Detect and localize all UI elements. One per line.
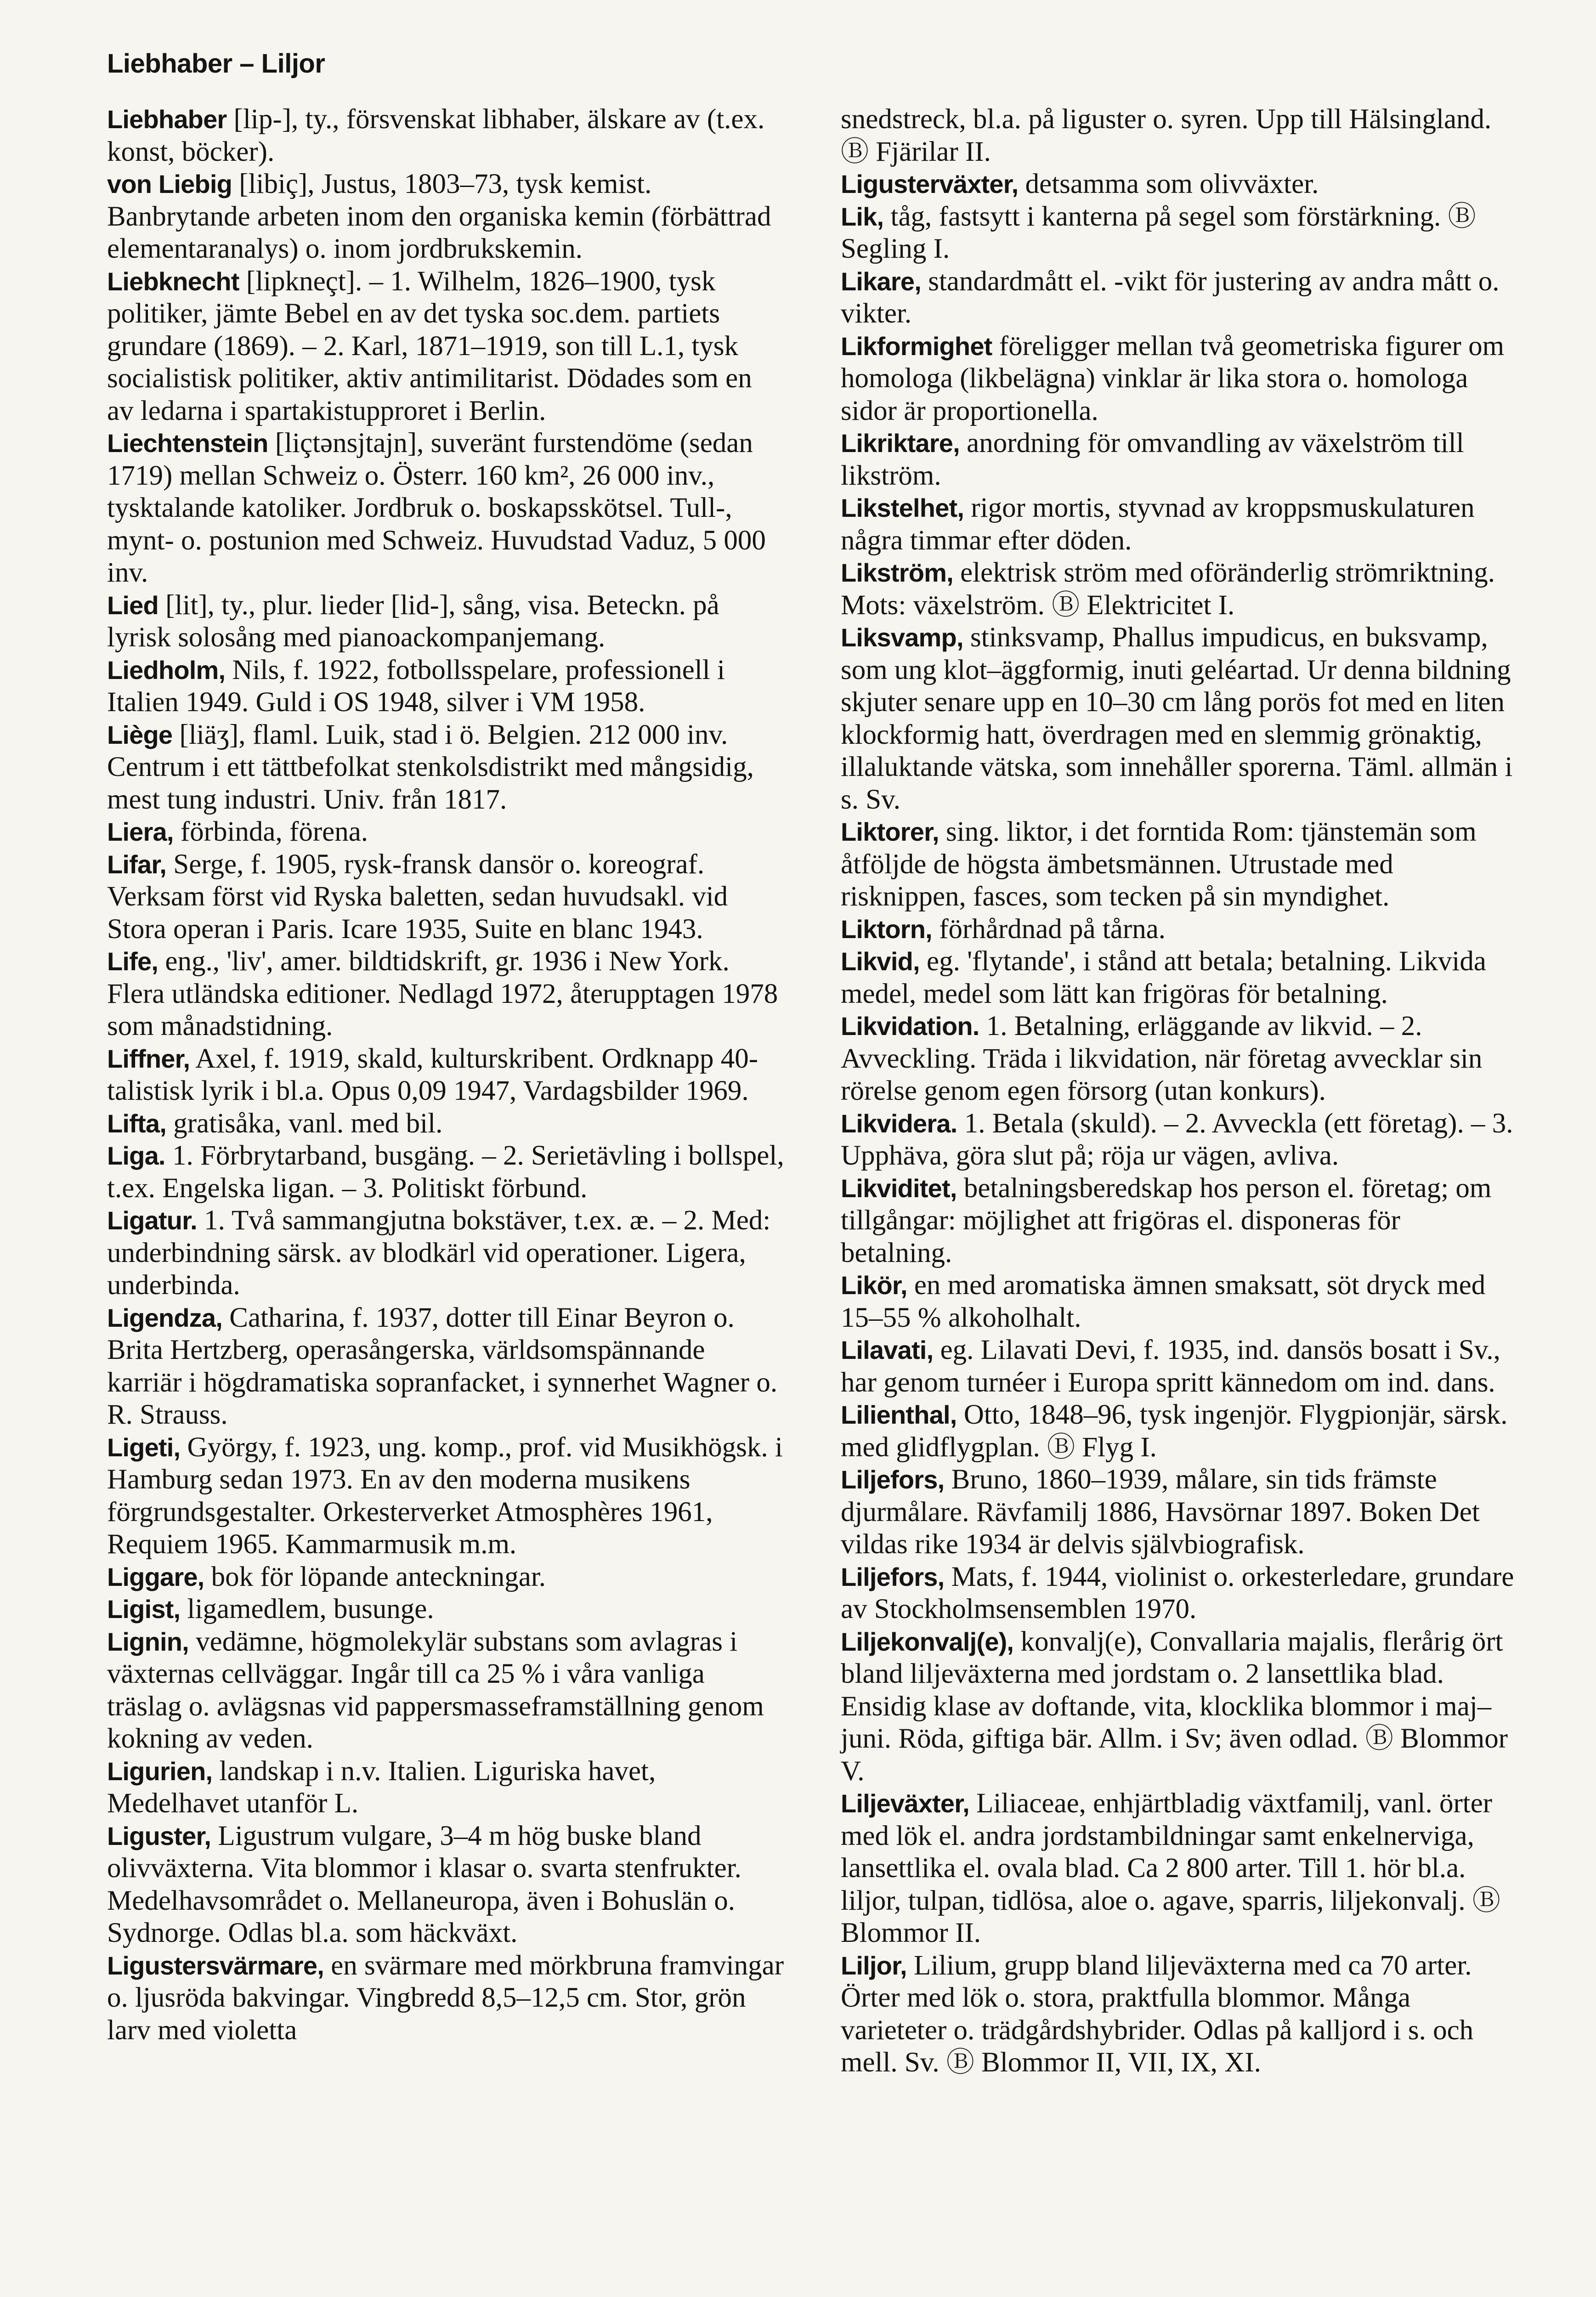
entry-headword: Liljefors, bbox=[841, 1562, 945, 1591]
dictionary-entry bbox=[841, 1464, 1518, 1561]
entry-headword: Liebknecht bbox=[107, 266, 239, 296]
dictionary-entry bbox=[107, 168, 785, 266]
entry-text: elektrisk ström med oföränderlig strömriktning. Mots: växelström. Ⓑ Elektricitet I. bbox=[841, 557, 1502, 621]
dictionary-entry bbox=[107, 1561, 785, 1594]
entry-headword: Likformighet bbox=[841, 331, 992, 361]
entry-headword: Liljor, bbox=[841, 1951, 907, 1980]
dictionary-entry bbox=[107, 589, 785, 654]
dictionary-entry bbox=[107, 103, 785, 168]
dictionary-entry bbox=[107, 1431, 790, 1561]
dictionary-entry bbox=[841, 1269, 1518, 1334]
entry-headword: Lilienthal, bbox=[841, 1400, 957, 1429]
dictionary-entry bbox=[841, 945, 1518, 1010]
entry-text: [liçtənsjtajn], suveränt furstendöme (sedan 1719) mellan Schweiz o. Österr. 160 km², 26 000 inv., tysktalande katoliker. Jordbruk o. boskapsskötsel. Tull-, mynt- o. postunion med Schweiz. Huvudstad Vaduz, 5 000 inv. bbox=[107, 428, 773, 588]
entry-headword: Likvidation. bbox=[841, 1012, 979, 1041]
entry-headword: Ligist, bbox=[107, 1595, 181, 1624]
entry-headword: Liljeväxter, bbox=[841, 1789, 969, 1818]
entry-text: bok för löpande anteckningar. bbox=[204, 1561, 546, 1592]
entry-headword: Life, bbox=[107, 947, 158, 976]
dictionary-entry bbox=[107, 1820, 785, 1950]
dictionary-entry bbox=[841, 1561, 1521, 1626]
dictionary-entry bbox=[107, 1302, 785, 1431]
dictionary-entry bbox=[841, 557, 1518, 622]
entry-text: vedämne, högmolekylär substans som avlagras i växternas cellväggar. Ingår till ca 25 % i våra vanliga träslag o. avlägsnas vid pappersmasseframställning genom kokning av veden. bbox=[107, 1626, 771, 1754]
dictionary-entry bbox=[107, 849, 785, 946]
entry-text: en med aromatiska ämnen smaksatt, söt dryck med 15–55 % alkoholhalt. bbox=[841, 1270, 1493, 1333]
entry-text: anordning för omvandling av växelström till likström. bbox=[841, 428, 1471, 491]
left-column bbox=[107, 103, 791, 2047]
entry-headword: Likriktare, bbox=[841, 429, 960, 458]
dictionary-entry bbox=[841, 492, 1518, 557]
entry-text: förbinda, förena. bbox=[173, 816, 368, 847]
dictionary-entry bbox=[107, 945, 785, 1043]
entry-text: Otto, 1848–96, tysk ingenjör. Flygpionjär, särsk. med glidflygplan. Ⓑ Flyg I. bbox=[841, 1399, 1515, 1463]
entry-text: landskap i n.v. Italien. Liguriska havet, Medelhavet utanför L. bbox=[107, 1755, 663, 1819]
dictionary-entry bbox=[841, 1108, 1518, 1172]
entry-text: [lip-], ty., försvenskat libhaber, älskare av (t.ex. konst, böcker). bbox=[107, 104, 772, 167]
entry-text: ligamedlem, busunge. bbox=[180, 1594, 434, 1624]
dictionary-entry bbox=[107, 1950, 791, 2047]
entry-text: tåg, fastsytt i kanterna på segel som förstärkning. Ⓑ Segling I. bbox=[841, 201, 1483, 264]
entry-headword: Liktorer, bbox=[841, 817, 939, 846]
entry-text: [liäʒ], flaml. Luik, stad i ö. Belgien. 212 000 inv. Centrum i ett tättbefolkat stenkolsdistrikt med mångsidig, mest tung industri. Univ. från 1817. bbox=[107, 719, 761, 815]
dictionary-entry bbox=[841, 266, 1518, 330]
dictionary-entry bbox=[841, 913, 1518, 946]
dictionary-entry bbox=[841, 201, 1518, 266]
dictionary-entry bbox=[107, 654, 785, 719]
dictionary-entry bbox=[107, 427, 785, 589]
dictionary-entry bbox=[107, 1140, 791, 1205]
entry-text: gratisåka, vanl. med bil. bbox=[166, 1108, 443, 1139]
entry-text: Nils, f. 1922, fotbollsspelare, professionell i Italien 1949. Guld i OS 1948, silver i VM 1958. bbox=[107, 654, 732, 718]
entry-headword: Likare, bbox=[841, 266, 921, 296]
dictionary-entry bbox=[841, 1399, 1518, 1464]
dictionary-entry bbox=[841, 622, 1518, 816]
dictionary-entry bbox=[841, 427, 1518, 492]
dictionary-entry bbox=[107, 1043, 785, 1108]
entry-headword: Lignin, bbox=[107, 1627, 189, 1656]
entry-headword: Liguster, bbox=[107, 1821, 211, 1850]
entry-headword: Likström, bbox=[841, 558, 953, 587]
entry-text: 1. Betala (skuld). – 2. Avveckla (ett företag). – 3. Upphäva, göra slut på; röja ur vägen, avliva. bbox=[841, 1108, 1520, 1171]
dictionary-entry bbox=[841, 168, 1518, 201]
entry-text: Bruno, 1860–1939, målare, sin tids främste djurmålare. Rävfamilj 1886, Havsörnar 1897. Boken Det vildas rike 1934 är delvis självbiografisk. bbox=[841, 1464, 1487, 1560]
entry-text: detsamma som olivväxter. bbox=[1018, 169, 1319, 199]
entry-text: snedstreck, bl.a. på liguster o. syren. Upp till Hälsingland. Ⓑ Fjärilar II. bbox=[841, 104, 1499, 167]
entry-text: sing. liktor, i det forntida Rom: tjänstemän som åtföljde de högsta ämbetsmännen. Utrustade med risknippen, fasces, som tecken på sin myndighet. bbox=[841, 816, 1484, 912]
entry-headword: Lied bbox=[107, 590, 158, 620]
entry-headword: Ligeti, bbox=[107, 1432, 181, 1462]
entry-text: eng., 'liv', amer. bildtidskrift, gr. 1936 i New York. Flera utländska editioner. Nedlagd 1972, återupptagen 1978 som månadstidning. bbox=[107, 946, 785, 1041]
entry-headword: Liège bbox=[107, 720, 173, 749]
entry-headword: Liksvamp, bbox=[841, 623, 963, 652]
dictionary-entry bbox=[107, 719, 785, 816]
entry-text: förhårdnad på tårna. bbox=[932, 913, 1166, 945]
dictionary-entry bbox=[841, 1788, 1518, 1950]
dictionary-entry bbox=[841, 1950, 1518, 2079]
entry-text: standardmått el. -vikt för justering av andra mått o. vikter. bbox=[841, 266, 1506, 329]
dictionary-entry bbox=[841, 1626, 1518, 1788]
entry-headword: Likviditet, bbox=[841, 1173, 957, 1203]
dictionary-entry bbox=[107, 266, 785, 428]
entry-headword: Ligatur. bbox=[107, 1206, 197, 1235]
entry-headword: Likvid, bbox=[841, 947, 920, 976]
entry-headword: Liechtenstein bbox=[107, 429, 268, 458]
entry-text: [lipkneçt]. – 1. Wilhelm, 1826–1900, tysk politiker, jämte Bebel en av det tyska soc.dem. partiets grundare (1869). – 2. Karl, 1871–1919, son till L.1, tysk socialistisk politiker, aktiv antimilitarist. Dödades som en av ledarna i spartakistupproret i Berlin. bbox=[107, 266, 759, 426]
entry-headword: Likör, bbox=[841, 1271, 907, 1300]
entry-headword: Likstelhet, bbox=[841, 493, 964, 522]
dictionary-entry bbox=[107, 1626, 785, 1755]
entry-text: konvalj(e), Convallaria majalis, flerårig ört bland liljeväxterna med jordstam o. 2 lansettlika blad. Ensidig klase av doftande, vita, klocklika blommor i maj–juni. Röda, giftiga bär. Allm. i Sv; även odlad. Ⓑ Blommor V. bbox=[841, 1626, 1515, 1787]
dictionary-entry bbox=[841, 1334, 1518, 1399]
entry-text: Catharina, f. 1937, dotter till Einar Beyron o. Brita Hertzberg, operasångerska, världsomspännande karriär i högdramatiska sopranfacket, i synnerhet Wagner o. R. Strauss. bbox=[107, 1302, 785, 1430]
entry-headword: Liera, bbox=[107, 817, 174, 846]
entry-text: 1. Två sammangjutna bokstäver, t.ex. æ. – 2. Med: underbindning särsk. av blodkärl vid operationer. Ligera, underbinda. bbox=[107, 1205, 778, 1301]
entry-headword: Liggare, bbox=[107, 1562, 204, 1591]
entry-headword: Liljefors, bbox=[841, 1465, 945, 1494]
entry-text: en svärmare med mörkbruna framvingar o. ljusröda bakvingar. Vingbredd 8,5–12,5 cm. Stor, grön larv med violetta bbox=[107, 1950, 791, 2046]
dictionary-entry bbox=[107, 1755, 785, 1820]
entry-text: Lilium, grupp bland liljeväxterna med ca 70 arter. Örter med lök o. stora, praktfulla blommor. Många varieteter o. trädgårdshybrider. Odlas på kalljord i s. och mell. Sv. Ⓑ Blommor II, VII, IX, XI. bbox=[841, 1950, 1481, 2078]
entry-text: Serge, f. 1905, rysk-fransk dansör o. koreograf. Verksam först vid Ryska baletten, sedan huvudsakl. vid Stora operan i Paris. Icare 1935, Suite en blanc 1943. bbox=[107, 849, 735, 945]
dictionary-entry bbox=[107, 1108, 785, 1140]
entry-headword: Liedholm, bbox=[107, 655, 226, 685]
entry-text: [libiç], Justus, 1803–73, tysk kemist. Banbrytande arbeten inom den organiska kemin (förbättrad elementaranalys) o. inom jordbrukskemin. bbox=[107, 169, 778, 264]
entry-headword: Ligustersvärmare, bbox=[107, 1951, 324, 1980]
entry-text: betalningsberedskap hos person el. företag; om tillgångar: möjlighet att frigöras el. disponeras för betalning. bbox=[841, 1172, 1499, 1268]
entry-text: Liliaceae, enhjärtbladig växtfamilj, vanl. örter med lök el. andra jordstambildningar samt enkelnerviga, lansettlika el. ovala blad. Ca 2 800 arter. Till 1. hör bl.a. liljor, tulpan, tidlösa, aloe o. agave, sparris, liljekonvalj. Ⓑ Blommor II. bbox=[841, 1788, 1508, 1948]
right-column bbox=[841, 103, 1521, 2079]
entry-text: föreligger mellan två geometriska figurer om homologa (likbelägna) vinklar är lika stora o. homologa sidor är proportionella. bbox=[841, 330, 1511, 426]
entry-headword: Lik, bbox=[841, 202, 884, 231]
entry-headword: Lifta, bbox=[107, 1109, 166, 1138]
entry-text: György, f. 1923, ung. komp., prof. vid Musikhögsk. i Hamburg sedan 1973. En av den moderna musikens förgrundsgestalter. Orkesterverket Atmosphères 1961, Requiem 1965. Kammarmusik m.m. bbox=[107, 1431, 790, 1560]
dictionary-entry bbox=[107, 1205, 785, 1302]
entry-headword: Lilavati, bbox=[841, 1335, 934, 1364]
entry-headword: von Liebig bbox=[107, 170, 232, 198]
entry-headword: Lifar, bbox=[107, 849, 167, 879]
dictionary-entry bbox=[841, 1010, 1518, 1108]
dictionary-entry bbox=[841, 1172, 1518, 1270]
dictionary-entry bbox=[107, 1593, 785, 1626]
entry-text: Mats, f. 1944, violinist o. orkesterledare, grundare av Stockholmsensemblen 1970. bbox=[841, 1561, 1521, 1624]
entry-headword: Liga. bbox=[107, 1141, 165, 1170]
entry-headword: Likvidera. bbox=[841, 1109, 957, 1138]
entry-headword: Liktorn, bbox=[841, 914, 932, 944]
entry-headword: Ligurien, bbox=[107, 1756, 213, 1786]
running-header: Liebhaber – Liljor bbox=[107, 49, 325, 79]
dictionary-entry bbox=[841, 103, 1518, 168]
dictionary-entry bbox=[841, 330, 1518, 428]
entry-headword: Ligendza, bbox=[107, 1303, 223, 1332]
entry-text: 1. Betalning, erläggande av likvid. – 2. Avveckling. Träda i likvidation, när företag avvecklar sin rörelse genom egen försorg (utan konkurs). bbox=[841, 1011, 1489, 1106]
entry-headword: Liljekonvalj(e), bbox=[841, 1627, 1014, 1656]
entry-text: Axel, f. 1919, skald, kulturskribent. Ordknapp 40-talistisk lyrik i bl.a. Opus 0,09 1947, Vardagsbilder 1969. bbox=[107, 1043, 758, 1106]
dictionary-entry bbox=[107, 816, 785, 849]
entry-text: 1. Förbrytarband, busgäng. – 2. Serietävling i bollspel, t.ex. Engelska ligan. – 3. Politiskt förbund. bbox=[107, 1140, 791, 1204]
entry-text: eg. 'flytande', i stånd att betala; betalning. Likvida medel, medel som lätt kan frigöras för betalning. bbox=[841, 946, 1494, 1009]
entry-text: eg. Lilavati Devi, f. 1935, ind. dansös bosatt i Sv., har genom turnéer i Europa spritt kännedom om ind. dans. bbox=[841, 1335, 1508, 1398]
entry-text: Ligustrum vulgare, 3–4 m hög buske bland olivväxterna. Vita blommor i klasar o. svarta stenfrukter. Medelhavsområdet o. Mellaneuropa, även i Bohuslän o. Sydnorge. Odlas bl.a. som häckväxt. bbox=[107, 1820, 749, 1948]
entry-headword: Liebhaber bbox=[107, 105, 227, 134]
entry-headword: Ligusterväxter, bbox=[841, 170, 1019, 198]
entry-text: [lit], ty., plur. lieder [lid-], sång, visa. Beteckn. på lyrisk solosång med pianoackompanjemang. bbox=[107, 589, 726, 653]
entry-headword: Liffner, bbox=[107, 1044, 190, 1073]
dictionary-entry bbox=[841, 816, 1518, 913]
entry-text: rigor mortis, styvnad av kroppsmuskulaturen några timmar efter döden. bbox=[841, 492, 1482, 556]
entry-text: stinksvamp, Phallus impudicus, en buksvamp, som ung klot–äggformig, inuti geléartad. Ur denna bildning skjuter senare upp en 10–30 cm lång porös fot med en liten klockformig hatt, överdragen med en slemmig grönaktig, illaluktande vätska, som innehåller sporerna. Täml. allmän i s. Sv. bbox=[841, 622, 1520, 815]
